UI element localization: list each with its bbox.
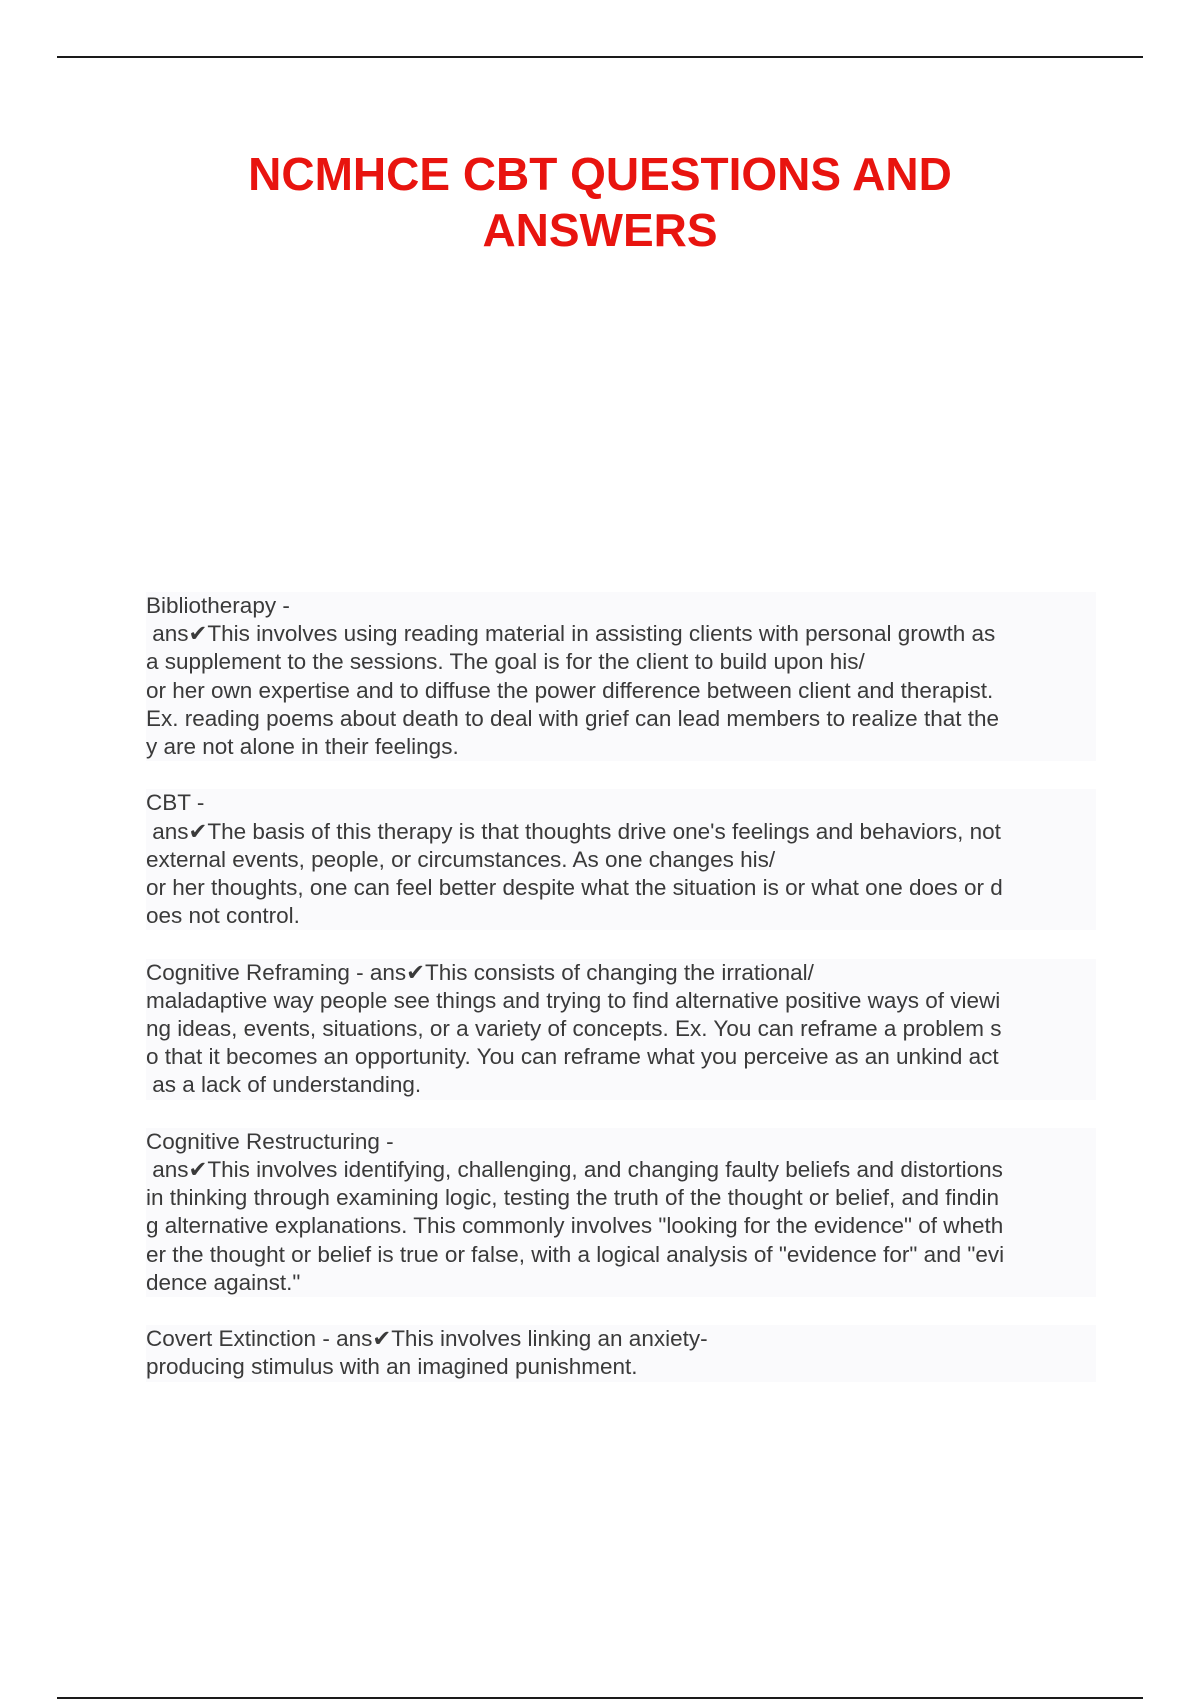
entry-line: Covert Extinction - ans✔This involves linking an anxiety- <box>146 1325 1096 1353</box>
entry-line: maladaptive way people see things and trying to find alternative positive ways of viewi <box>146 987 1096 1015</box>
title-line-2: ANSWERS <box>482 204 718 256</box>
entry-line: producing stimulus with an imagined punishment. <box>146 1353 1096 1381</box>
entry-line: y are not alone in their feelings. <box>146 733 1096 761</box>
bottom-rule <box>57 1697 1143 1699</box>
flashcard-list <box>146 592 1096 1410</box>
entry-cbt <box>146 789 1096 930</box>
entry-line: Bibliotherapy - <box>146 592 1096 620</box>
entry-line: in thinking through examining logic, testing the truth of the thought or belief, and findin <box>146 1184 1096 1212</box>
entry-cognitive-restructuring <box>146 1128 1096 1297</box>
entry-line: o that it becomes an opportunity. You can reframe what you perceive as an unkind act <box>146 1043 1096 1071</box>
entry-line: or her thoughts, one can feel better despite what the situation is or what one does or d <box>146 874 1096 902</box>
entry-line: ng ideas, events, situations, or a variety of concepts. Ex. You can reframe a problem s <box>146 1015 1096 1043</box>
top-rule <box>57 56 1143 58</box>
entry-line: or her own expertise and to diffuse the power difference between client and therapist. <box>146 677 1096 705</box>
entry-line: a supplement to the sessions. The goal is for the client to build upon his/ <box>146 648 1096 676</box>
entry-line: oes not control. <box>146 902 1096 930</box>
entry-line: Cognitive Reframing - ans✔This consists of changing the irrational/ <box>146 959 1096 987</box>
entry-line: ans✔This involves identifying, challenging, and changing faulty beliefs and distortions <box>146 1156 1096 1184</box>
entry-line: ans✔This involves using reading material in assisting clients with personal growth as <box>146 620 1096 648</box>
entry-line: ans✔The basis of this therapy is that thoughts drive one's feelings and behaviors, not <box>146 818 1096 846</box>
entry-bibliotherapy <box>146 592 1096 761</box>
entry-line: dence against." <box>146 1269 1096 1297</box>
entry-line: er the thought or belief is true or false, with a logical analysis of "evidence for" and "evi <box>146 1241 1096 1269</box>
entry-line: as a lack of understanding. <box>146 1071 1096 1099</box>
entry-covert-extinction <box>146 1325 1096 1381</box>
entry-cognitive-reframing <box>146 959 1096 1100</box>
page-title <box>100 146 1100 258</box>
entry-line: Cognitive Restructuring - <box>146 1128 1096 1156</box>
title-line-1: NCMHCE CBT QUESTIONS AND <box>248 148 952 200</box>
entry-line: g alternative explanations. This commonly involves "looking for the evidence" of wheth <box>146 1212 1096 1240</box>
entry-line: external events, people, or circumstances. As one changes his/ <box>146 846 1096 874</box>
entry-line: Ex. reading poems about death to deal with grief can lead members to realize that the <box>146 705 1096 733</box>
entry-line: CBT - <box>146 789 1096 817</box>
